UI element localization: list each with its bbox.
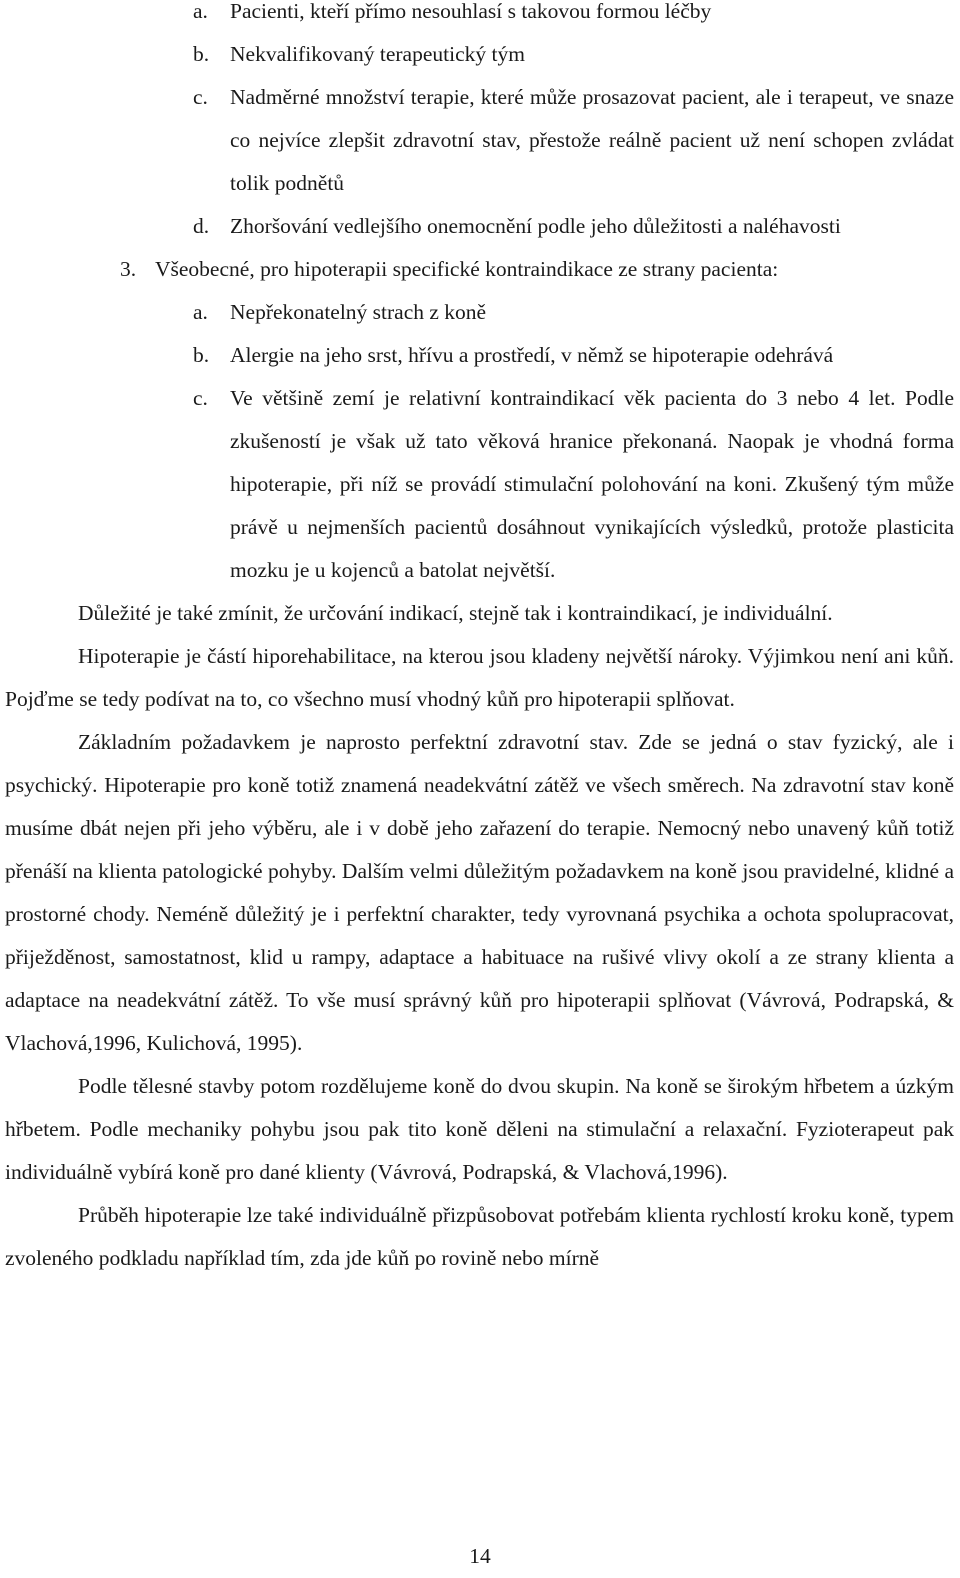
list-item-text: Zhoršování vedlejšího onemocnění podle jeho důležitosti a naléhavosti (230, 214, 841, 238)
list-item-text: Nepřekonatelný strach z koně (230, 300, 487, 324)
list-marker: 3. (120, 257, 137, 281)
list-item-text: Nekvalifikovaný terapeutický tým (230, 42, 525, 66)
list-marker: b. (193, 42, 210, 66)
list-item-text: Ve většině zemí je relativní kontraindikací věk pacienta do 3 nebo 4 let. Podle zkušeností je však už tato věková hranice překonaná. Naopak je vhodná forma hipoterapie, při níž se provádí stimulační polohování na koni. Zkušený tým může právě u nejmenších pacientů dosáhnout vynikajících výsledků, protože plasticita mozku je u kojenců a batolat největší. (230, 386, 954, 582)
list-marker: b. (193, 343, 210, 367)
list-marker: c. (193, 85, 208, 109)
list-marker: c. (193, 386, 208, 410)
list-item-b (0, 33, 960, 76)
list-item-d (0, 205, 960, 248)
list-item-text: Pacienti, kteří přímo nesouhlasí s takovou formou léčby (230, 0, 712, 23)
list-item-c (0, 76, 960, 205)
page-number: 14 (469, 1544, 491, 1568)
paragraph: Průběh hipoterapie lze také individuálně přizpůsobovat potřebám klienta rychlostí kroku koně, typem zvoleného podkladu například tím, zda jde kůň po rovině nebo mírně (5, 1203, 954, 1270)
paragraph: Hipoterapie je částí hiporehabilitace, na kterou jsou kladeny největší nároky. Výjimkou není ani kůň. Pojďme se tedy podívat na to, co všechno musí vhodný kůň pro hipoterapii splňovat. (5, 644, 954, 711)
paragraph: Podle tělesné stavby potom rozdělujeme koně do dvou skupin. Na koně se širokým hřbetem a úzkým hřbetem. Podle mechaniky pohybu jsou pak tito koně děleni na stimulační a relaxační. Fyzioterapeut pak individuálně vybírá koně pro dané klienty (Vávrová, Podrapská, & Vlachová,1996). (5, 1074, 954, 1184)
list-item-text: Všeobecné, pro hipoterapii specifické kontraindikace ze strany pacienta: (155, 257, 779, 281)
sublist-item-b (0, 334, 960, 377)
list-item-a (0, 0, 960, 33)
list-marker: a. (193, 0, 208, 23)
paragraph: Základním požadavkem je naprosto perfektní zdravotní stav. Zde se jedná o stav fyzický, ale i psychický. Hipoterapie pro koně totiž znamená neadekvátní zátěž ve všech směrech. Na zdravotní stav koně musíme dbát nejen při jeho výběru, ale i v době jeho zařazení do terapie. Nemocný nebo unavený kůň totiž přenáší na klienta patologické pohyby. Dalším velmi důležitým požadavkem na koně jsou pravidelné, klidné a prostorné chody. Neméně důležitý je i perfektní charakter, tedy vyrovnaná psychika a ochota spolupracovat, přiježděnost, samostatnost, klid u rampy, adaptace a habituace na rušivé vlivy okolí a ze strany klienta a adaptace na neadekvátní zátěž. To vše musí správný kůň pro hipoterapii splňovat (Vávrová, Podrapská, & Vlachová,1996, Kulichová, 1995). (5, 730, 954, 1055)
list-item-3 (0, 248, 960, 291)
sublist-item-c (0, 377, 960, 592)
list-marker: d. (193, 214, 210, 238)
paragraph: Důležité je také zmínit, že určování indikací, stejně tak i kontraindikací, je individuální. (78, 601, 833, 625)
sublist-item-a (0, 291, 960, 334)
list-marker: a. (193, 300, 208, 324)
list-item-text: Nadměrné množství terapie, které může prosazovat pacient, ale i terapeut, ve snaze co nejvíce zlepšit zdravotní stav, přestože reálně pacient už není schopen zvládat tolik podnětů (230, 85, 954, 195)
list-item-text: Alergie na jeho srst, hřívu a prostředí, v němž se hipoterapie odehrává (230, 343, 834, 367)
